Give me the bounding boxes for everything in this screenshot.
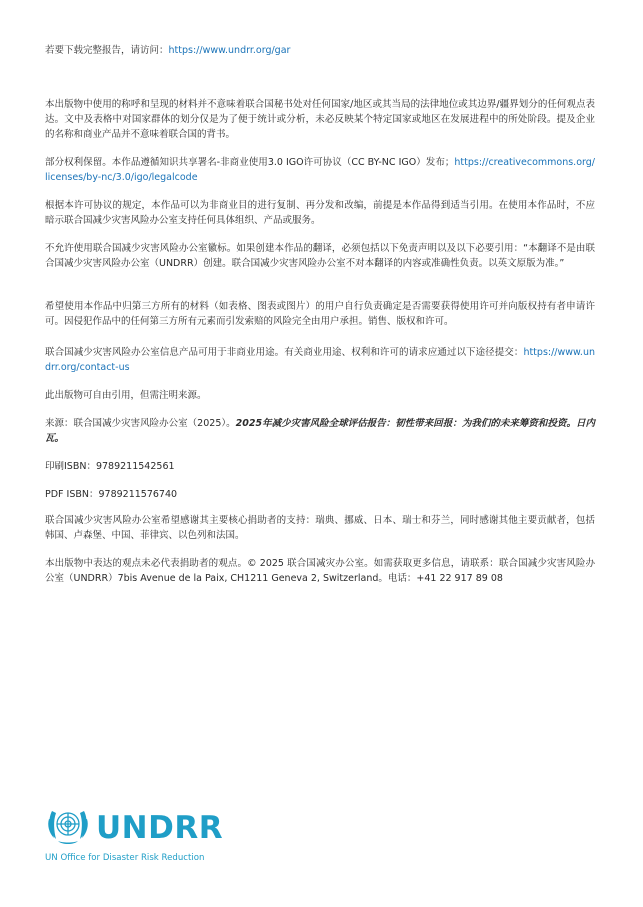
source-prefix: 来源：联合国减少灾害风险办公室（2025）。 [45, 418, 236, 429]
commercial-use-paragraph [45, 345, 595, 375]
download-note [45, 43, 595, 58]
reproduction-paragraph: 根据本许可协议的规定，本作品可以为非商业目的进行复制、再分发和改编，前提是本作品得到适当引用。在使用本作品时，不应暗示联合国减少灾害风险办公室支持任何具体组织、产品或服务。 [45, 200, 595, 226]
report-title: 2025年减少灾害风险全球评估报告：韧性带来回报：为我们的未来筹资和投资。日内瓦。 [45, 418, 595, 444]
logo-subtitle: UN Office for Disaster Risk Reduction [45, 853, 205, 863]
contact-paragraph: 本出版物中表达的观点未必代表捐助者的观点。© 2025 联合国减灾办公室。如需获取更多信息，请联系：联合国减少灾害风险办公室（UNDRR）7bis Avenue de la Paix, CH1211 Geneva 2, Switzerland。电话：+41 22 917 89 08 [45, 558, 595, 584]
third-party-paragraph: 希望使用本作品中归第三方所有的材料（如表格、图表或图片）的用户自行负责确定是否需要获得使用许可并向版权持有者申请许可。因侵犯作品中的任何第三方所有元素而引发索赔的风险完全由用户承担。销售、版权和许可。 [45, 301, 595, 327]
license-text: 部分权利保留。本作品遵循知识共享署名-非商业使用3.0 IGO许可协议（CC BY-NC IGO）发布； [45, 157, 455, 168]
donors-paragraph: 联合国减少灾害风险办公室希望感谢其主要核心捐助者的支持：瑞典、挪威、日本、瑞士和芬兰，同时感谢其他主要贡献者，包括韩国、卢森堡、中国、菲律宾、以色列和法国。 [45, 515, 595, 541]
license-paragraph [45, 155, 595, 185]
disclaimer-paragraph: 本出版物中使用的称呼和呈现的材料并不意味着联合国秘书处对任何国家/地区或其当局的法律地位或其边界/疆界划分的任何观点表达。文中及表格中对国家群体的划分仅是为了便于统计或分析，未必反映某个特定国家或地区在发展进程中的所处阶段。提及企业的名称和商业产品并不意味着联合国的背书。 [45, 99, 595, 140]
logo-translation-paragraph: 不允许使用联合国减少灾害风险办公室徽标。如果创建本作品的翻译，必须包括以下免责声明以及以下必要引用：“本翻译不是由联合国减少灾害风险办公室（UNDRR）创建。联合国减少灾害风险办公室不对本翻译的内容或准确性负责。以英文原版为准。” [45, 243, 595, 269]
source-citation [45, 416, 595, 446]
undrr-logo [44, 803, 224, 865]
logo-wordmark: UNDRR [96, 810, 224, 846]
commercial-use-text: 联合国减少灾害风险办公室信息产品可用于非商业用途。有关商业用途、权利和许可的请求应通过以下途径提交： [45, 347, 524, 358]
pdf-isbn: PDF ISBN：9789211576740 [45, 489, 178, 500]
download-note-text: 若要下载完整报告，请访问： [45, 45, 169, 56]
license-link[interactable]: https://creativecommons.org/licenses/by-nc/3.0/igo/legalcode [45, 157, 595, 183]
un-emblem-icon [44, 803, 92, 849]
print-isbn: 印刷ISBN：9789211542561 [45, 461, 175, 472]
citation-note: 此出版物可自由引用，但需注明来源。 [45, 390, 207, 401]
contact-link[interactable]: https://www.undrr.org/contact-us [45, 347, 595, 373]
download-link[interactable]: https://www.undrr.org/gar [168, 45, 291, 56]
